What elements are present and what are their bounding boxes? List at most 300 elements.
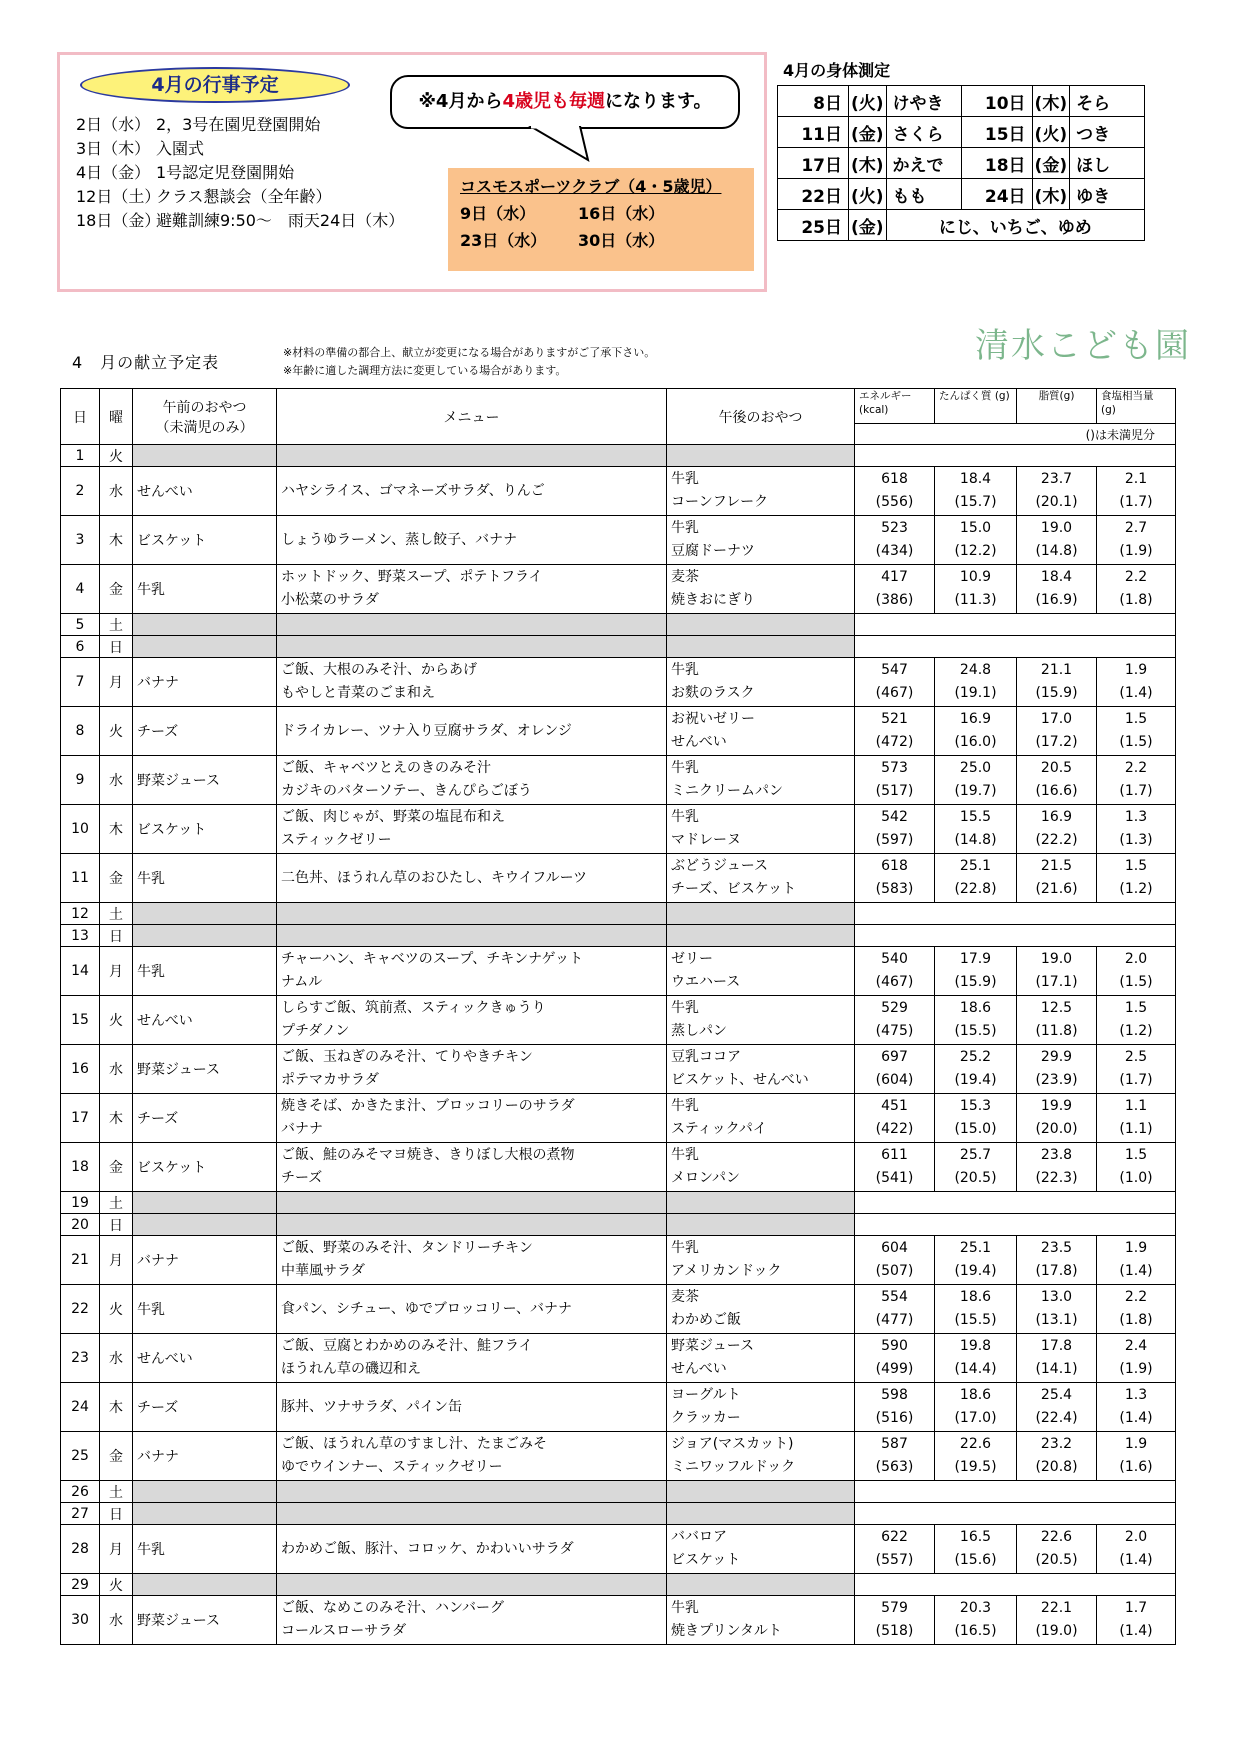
pm-snack-line: コーンフレーク [671,494,769,510]
pm-snack-line: 焼きプリンタルト [671,1623,782,1639]
measure-date: 22日 [778,179,849,210]
day-number: 7 [61,658,100,707]
pm-snack-line: 蒸しパン [671,1023,727,1039]
salt-value [1097,1525,1176,1574]
am-snack-cell [133,1192,277,1214]
event-text: 入園式 [156,139,205,158]
weekday: 火 [100,707,133,756]
energy-value-line: (386) [875,592,914,608]
fat-value-line: (22.4) [1035,1410,1078,1426]
salt-value-line: (1.4) [1119,1552,1153,1568]
energy-value-line: 547 [881,662,908,678]
pm-snack-line: 牛乳 [671,1240,699,1256]
fat-value [1017,467,1097,516]
pm-snack-line: ウエハース [671,974,741,990]
protein-value-line: 16.9 [959,711,992,727]
fat-value-line: 17.8 [1040,1338,1073,1354]
protein-value [935,947,1017,996]
menu-row [61,1596,1176,1645]
measure-weekday: (火) [1032,117,1070,148]
salt-value [1097,707,1176,756]
am-snack: 牛乳 [133,854,277,903]
pm-snack-line: クラッカー [671,1410,741,1426]
am-snack-cell [133,636,277,658]
fat-value-line: 16.9 [1040,809,1073,825]
weekday: 木 [100,805,133,854]
cosmos-date: 16日（水） [578,204,665,223]
menu-row [61,467,1176,516]
am-snack: チーズ [133,1383,277,1432]
energy-value-line: 579 [881,1600,908,1616]
weekday: 日 [100,1503,133,1525]
fat-value [1017,1236,1097,1285]
protein-value-line: 17.9 [959,951,992,967]
fat-value-line: (22.2) [1035,832,1078,848]
am-snack: 牛乳 [133,565,277,614]
event-item [76,209,404,233]
protein-value-line: (14.8) [954,832,997,848]
day-number: 5 [61,614,100,636]
measurement-row [778,148,1145,179]
menu-items [277,1285,667,1334]
day-number: 19 [61,1192,100,1214]
weekday: 土 [100,903,133,925]
menu-items [277,756,667,805]
menu-items [277,996,667,1045]
pm-snack [667,1285,855,1334]
pm-snack-line: 野菜ジュース [671,1338,755,1354]
menu-row-holiday [61,445,1176,467]
pm-snack-cell [667,903,855,925]
fat-value-line: (20.0) [1035,1121,1078,1137]
menu-items [277,467,667,516]
day-number: 15 [61,996,100,1045]
event-item [76,185,404,209]
header-protein: たんぱく質 (g) [935,389,1017,424]
menu-items [277,1383,667,1432]
fat-value [1017,947,1097,996]
pm-snack-line: 牛乳 [671,1147,699,1163]
salt-value-line: (1.4) [1119,1410,1153,1426]
menu-line: もやしと青菜のごま和え [281,685,435,701]
menu-line: わかめご飯、豚汁、コロッケ、かわいいサラダ [281,1540,574,1557]
menu-row-holiday [61,925,1176,947]
fat-value-line: (23.9) [1035,1072,1078,1088]
am-snack-cell [133,1481,277,1503]
menu-row [61,854,1176,903]
salt-value-line: 2.2 [1124,1289,1148,1305]
menu-row [61,707,1176,756]
header-am-snack [133,389,277,445]
events-title: 4月の行事予定 [80,67,350,103]
fat-value [1017,516,1097,565]
protein-value-line: 15.3 [959,1098,992,1114]
day-number: 20 [61,1214,100,1236]
salt-value [1097,1143,1176,1192]
salt-value-line: 1.9 [1124,662,1148,678]
day-number: 30 [61,1596,100,1645]
weekday: 金 [100,854,133,903]
measure-date: 15日 [961,117,1032,148]
salt-value-line: (1.2) [1119,1023,1153,1039]
menu-line: ナムル [281,974,323,990]
salt-value [1097,1596,1176,1645]
salt-value-line: (1.3) [1119,832,1153,848]
protein-value [935,1334,1017,1383]
protein-value [935,516,1017,565]
protein-value-line: 25.1 [959,858,992,874]
measure-date: 24日 [961,179,1032,210]
salt-value [1097,1285,1176,1334]
header-fat: 脂質(g) [1017,389,1097,424]
menu-line: ホットドック、野菜スープ、ポテトフライ [281,569,543,585]
fat-value-line: (16.6) [1035,783,1078,799]
menu-row-holiday [61,1481,1176,1503]
pm-snack-cell [667,1503,855,1525]
protein-value-line: (15.9) [954,974,997,990]
events-box [57,52,767,292]
energy-value [855,947,935,996]
protein-value-line: (12.2) [954,543,997,559]
measure-group: そら [1070,86,1145,117]
fat-value [1017,1045,1097,1094]
menu-row-holiday [61,1503,1176,1525]
menu-line: ポテマカサラダ [281,1072,379,1088]
fat-value-line: 22.6 [1040,1529,1073,1545]
fat-value [1017,805,1097,854]
salt-value [1097,1383,1176,1432]
salt-value-line: 1.3 [1124,809,1148,825]
protein-value-line: (19.4) [954,1263,997,1279]
weekday: 月 [100,947,133,996]
am-snack: バナナ [133,1236,277,1285]
header-am-snack-line2: （未満児のみ） [155,419,254,436]
protein-value-line: 18.4 [959,471,992,487]
menu-line: 豚丼、ツナサラダ、パイン缶 [281,1398,463,1415]
protein-value [935,805,1017,854]
menu-cell [277,614,667,636]
energy-value [855,1143,935,1192]
salt-value-line: 2.1 [1124,471,1148,487]
menu-line: ハヤシライス、ゴマネーズサラダ、りんご [281,482,545,499]
announcement-bubble [390,75,740,129]
event-text: 避難訓練9:50～ 雨天24日（木） [156,211,405,230]
salt-value-line: (1.2) [1119,881,1153,897]
salt-value-line: (1.1) [1119,1121,1153,1137]
measure-weekday: (火) [849,86,887,117]
cosmos-row [460,201,742,224]
pm-snack-line: スティックパイ [671,1121,767,1137]
protein-value-line: (19.4) [954,1072,997,1088]
day-number: 2 [61,467,100,516]
protein-value-line: 10.9 [959,569,992,585]
salt-value-line: 2.2 [1124,569,1148,585]
protein-value-line: 15.0 [959,520,992,536]
menu-line: チーズ [281,1170,323,1186]
energy-value-line: (597) [875,832,914,848]
salt-value-line: 1.5 [1124,711,1148,727]
protein-value-line: (22.8) [954,881,997,897]
energy-value-line: 554 [881,1289,908,1305]
fat-value [1017,1432,1097,1481]
menu-line: ご飯、ほうれん草のすまし汁、たまごみそ [281,1436,547,1452]
event-item [76,161,404,185]
pm-snack-line: ぶどうジュース [671,858,769,874]
fat-value [1017,854,1097,903]
salt-value-line: 1.3 [1124,1387,1148,1403]
protein-value-line: 19.8 [959,1338,992,1354]
nutrition-cell [855,1481,1176,1503]
menu-line: バナナ [281,1121,323,1137]
weekday: 水 [100,467,133,516]
measure-weekday: (金) [1032,148,1070,179]
pm-snack-cell [667,1574,855,1596]
fat-value [1017,658,1097,707]
salt-value-line: 1.5 [1124,1147,1148,1163]
measure-group: かえで [886,148,961,179]
pm-snack [667,1596,855,1645]
menu-line: ご飯、キャベツとえのきのみそ汁 [281,760,491,776]
menu-row-holiday [61,614,1176,636]
salt-value-line: (1.4) [1119,685,1153,701]
day-number: 9 [61,756,100,805]
salt-value-line: 2.0 [1124,1529,1148,1545]
protein-value-line: (16.5) [954,1623,997,1639]
fat-value-line: 21.1 [1040,662,1073,678]
fat-value [1017,1143,1097,1192]
measure-group: さくら [886,117,961,148]
pm-snack-line: お麩のラスク [671,685,755,701]
weekday: 火 [100,1285,133,1334]
measure-date: 25日 [778,210,849,241]
measure-weekday: (木) [1032,179,1070,210]
menu-line: 中華風サラダ [281,1263,365,1279]
salt-value [1097,1432,1176,1481]
menu-line: しらすご飯、筑前煮、スティックきゅうり [281,1000,546,1016]
energy-value-line: (556) [875,494,914,510]
am-snack: 野菜ジュース [133,1045,277,1094]
energy-value-line: 521 [881,711,908,727]
menu-items [277,1094,667,1143]
pm-snack-line: ミニワッフルドック [671,1459,796,1475]
menu-cell [277,903,667,925]
menu-line: 小松菜のサラダ [281,592,379,608]
protein-value-line: 25.7 [959,1147,992,1163]
menu-row [61,1432,1176,1481]
weekday: 日 [100,1214,133,1236]
day-number: 4 [61,565,100,614]
pm-snack-cell [667,1481,855,1503]
pm-snack-cell [667,445,855,467]
fat-value-line: 19.0 [1040,951,1073,967]
menu-row-holiday [61,903,1176,925]
am-snack-cell [133,445,277,467]
menu-cell [277,445,667,467]
weekday: 火 [100,996,133,1045]
energy-value-line: (518) [875,1623,914,1639]
menu-row [61,1334,1176,1383]
fat-value-line: (20.8) [1035,1459,1078,1475]
weekday: 土 [100,1481,133,1503]
event-date: 18日（金） [76,211,161,230]
energy-value-line: 529 [881,1000,908,1016]
energy-value-line: (434) [875,543,914,559]
cosmos-row [460,228,742,251]
weekday: 金 [100,565,133,614]
salt-value-line: (1.9) [1119,1361,1153,1377]
menu-row [61,1094,1176,1143]
protein-value [935,1432,1017,1481]
fat-value-line: (17.2) [1035,734,1078,750]
menu-cell [277,925,667,947]
menu-line: 食パン、シチュー、ゆでブロッコリー、バナナ [281,1300,573,1317]
measure-group: つき [1070,117,1145,148]
salt-value [1097,658,1176,707]
menu-row [61,996,1176,1045]
cosmos-sports-club [448,168,754,271]
fat-value-line: 22.1 [1040,1600,1073,1616]
menu-line: しょうゆラーメン、蒸し餃子、バナナ [281,531,518,548]
protein-value-line: 25.1 [959,1240,992,1256]
salt-value [1097,756,1176,805]
energy-value [855,996,935,1045]
menu-row [61,1285,1176,1334]
menu-items [277,1334,667,1383]
energy-value [855,805,935,854]
energy-value-line: (475) [875,1023,914,1039]
protein-value-line: 18.6 [959,1000,992,1016]
am-snack: チーズ [133,707,277,756]
menu-items [277,805,667,854]
am-snack-cell [133,925,277,947]
measurement-title: 4月の身体測定 [783,61,891,80]
menu-items [277,1143,667,1192]
protein-value [935,658,1017,707]
day-number: 24 [61,1383,100,1432]
am-snack-cell [133,1574,277,1596]
salt-value-line: 2.7 [1124,520,1148,536]
protein-value-line: (19.1) [954,685,997,701]
protein-value [935,996,1017,1045]
energy-value [855,467,935,516]
energy-value [855,707,935,756]
fat-value-line: 13.0 [1040,1289,1073,1305]
energy-value-line: 618 [881,858,908,874]
fat-value [1017,707,1097,756]
salt-value [1097,947,1176,996]
measure-group: もも [886,179,961,210]
menu-row [61,1525,1176,1574]
protein-value [935,467,1017,516]
energy-value-line: 540 [881,951,908,967]
event-date: 2日（水） [76,115,151,134]
fat-value [1017,756,1097,805]
salt-value-line: 1.5 [1124,858,1148,874]
fat-value-line: 21.5 [1040,858,1073,874]
day-number: 17 [61,1094,100,1143]
fat-value [1017,996,1097,1045]
fat-value-line: 20.5 [1040,760,1073,776]
menu-cell [277,636,667,658]
pm-snack-line: ビスケット、せんべい [671,1072,809,1088]
salt-value-line: 2.4 [1124,1338,1148,1354]
pm-snack [667,854,855,903]
protein-value-line: 18.6 [959,1289,992,1305]
salt-value-line: (1.8) [1119,1312,1153,1328]
fat-value-line: 17.0 [1040,711,1073,727]
fat-value [1017,1094,1097,1143]
energy-value-line: (516) [875,1410,914,1426]
energy-value [855,1045,935,1094]
protein-value [935,1236,1017,1285]
measure-weekday: (火) [849,179,887,210]
measure-group: けやき [886,86,961,117]
menu-items [277,1432,667,1481]
energy-value-line: 604 [881,1240,908,1256]
menu-row [61,805,1176,854]
am-snack: チーズ [133,1094,277,1143]
am-snack: 牛乳 [133,947,277,996]
weekday: 月 [100,658,133,707]
pm-snack-line: 焼きおにぎり [671,592,755,608]
fat-value-line: (17.1) [1035,974,1078,990]
menu-row [61,1236,1176,1285]
menu-table [60,388,1176,1645]
energy-value-line: (467) [875,685,914,701]
menu-line: ご飯、豆腐とわかめのみそ汁、鮭フライ [281,1338,533,1354]
menu-line: コールスローサラダ [281,1623,407,1639]
pm-snack [667,756,855,805]
pm-snack [667,1045,855,1094]
protein-value-line: 20.3 [959,1600,992,1616]
header-energy: エネルギー (kcal) [855,389,935,424]
nutrition-cell [855,1214,1176,1236]
nutrition-cell [855,636,1176,658]
salt-value [1097,1236,1176,1285]
weekday: 火 [100,1574,133,1596]
fat-value-line: 18.4 [1040,569,1073,585]
day-number: 3 [61,516,100,565]
pm-snack-line: せんべい [671,734,727,750]
pm-snack-line: 牛乳 [671,1600,699,1616]
menu-items [277,947,667,996]
events-list [76,113,404,233]
salt-value-line: 1.9 [1124,1240,1148,1256]
pm-snack-cell [667,636,855,658]
protein-value [935,854,1017,903]
day-number: 28 [61,1525,100,1574]
measurement-row [778,210,1145,241]
energy-value-line: (477) [875,1312,914,1328]
menu-line: ご飯、鮭のみそマヨ焼き、きりぼし大根の煮物 [281,1147,575,1163]
weekday: 日 [100,636,133,658]
fat-value-line: 23.8 [1040,1147,1073,1163]
pm-snack-line: 牛乳 [671,471,699,487]
protein-value-line: (15.0) [954,1121,997,1137]
menu-items [277,516,667,565]
measure-date: 8日 [778,86,849,117]
measure-date: 10日 [961,86,1032,117]
salt-value-line: (1.7) [1119,494,1153,510]
protein-value-line: (15.5) [954,1023,997,1039]
protein-value [935,756,1017,805]
pm-snack-cell [667,614,855,636]
salt-value [1097,516,1176,565]
menu-row [61,658,1176,707]
pm-snack-line: チーズ、ビスケット [671,881,797,897]
salt-value-line: 1.5 [1124,1000,1148,1016]
fat-value-line: 19.9 [1040,1098,1073,1114]
